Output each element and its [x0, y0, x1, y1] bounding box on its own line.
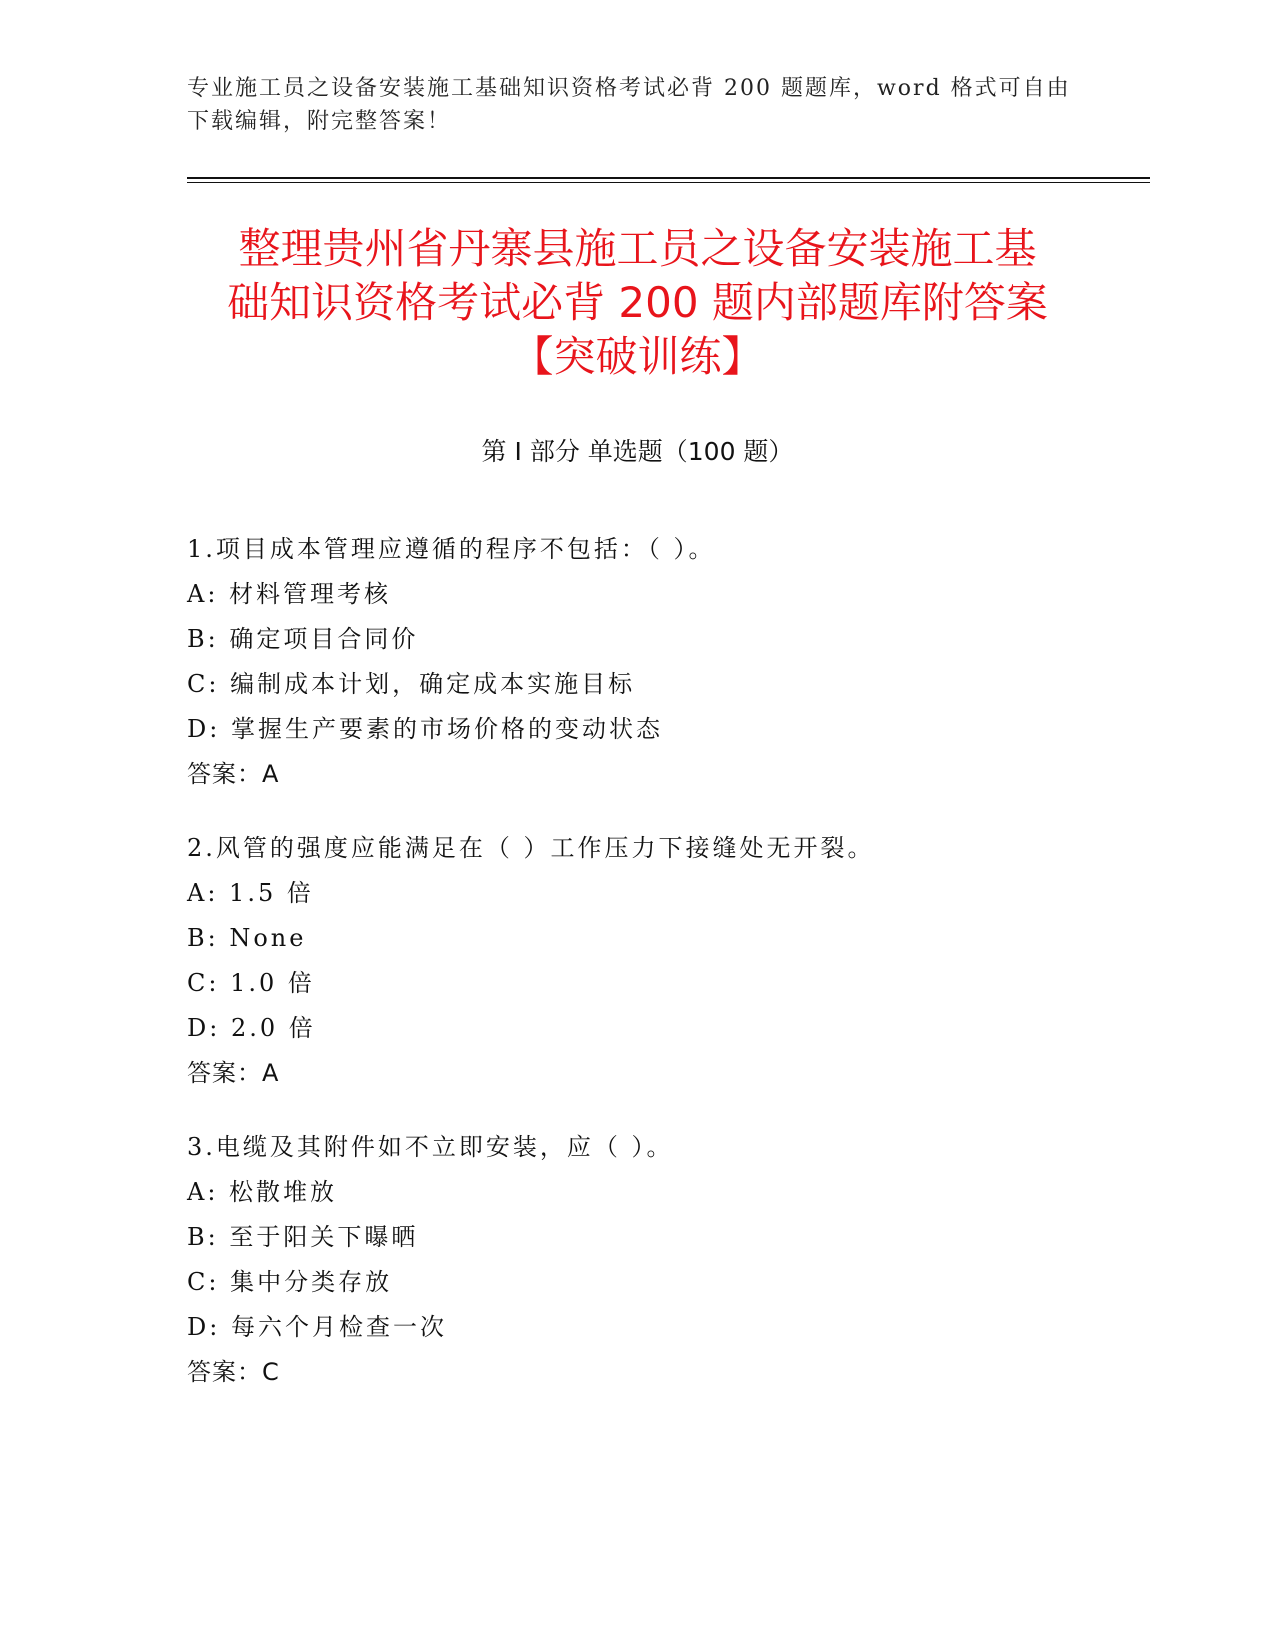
answer: 答案：A [187, 1059, 280, 1087]
document-title [150, 222, 1125, 384]
option-a: A: 1.5 倍 [187, 879, 314, 907]
question-list [187, 527, 1137, 1424]
answer: 答案：A [187, 760, 280, 788]
question-stem: 1.项目成本管理应遵循的程序不包括：（ ）。 [187, 535, 716, 563]
document-title-line-2: 础知识资格考试必背 200 题内部题库附答案 [227, 278, 1048, 327]
option-a: A: 材料管理考核 [187, 580, 392, 608]
option-d: D: 掌握生产要素的市场价格的变动状态 [187, 715, 663, 743]
option-d: D: 2.0 倍 [187, 1014, 316, 1042]
header-note-line-1: 专业施工员之设备安装施工基础知识资格考试必背 200 题题库，word 格式可自由 [187, 76, 1071, 101]
question-1 [187, 527, 1137, 797]
header-note [187, 72, 1087, 138]
header-divider-thick [187, 177, 1150, 179]
question-stem: 2.风管的强度应能满足在（ ）工作压力下接缝处无开裂。 [187, 834, 875, 862]
option-c: C: 编制成本计划，确定成本实施目标 [187, 670, 636, 698]
section-heading: 第 I 部分 单选题（100 题） [481, 437, 794, 466]
header-divider-thin [187, 182, 1150, 183]
option-b: B: 确定项目合同价 [187, 625, 419, 653]
question-stem: 3.电缆及其附件如不立即安装，应（ ）。 [187, 1133, 674, 1161]
question-2 [187, 826, 1137, 1096]
option-b: B: None [187, 924, 307, 952]
option-a: A: 松散堆放 [187, 1178, 338, 1206]
option-c: C: 集中分类存放 [187, 1268, 393, 1296]
document-title-line-1: 整理贵州省丹寨县施工员之设备安装施工基 [238, 224, 1037, 273]
document-title-line-3: 【突破训练】 [511, 332, 764, 381]
option-b: B: 至于阳关下曝晒 [187, 1223, 419, 1251]
option-c: C: 1.0 倍 [187, 969, 315, 997]
header-note-line-2: 下载编辑，附完整答案！ [187, 109, 452, 134]
question-3 [187, 1125, 1137, 1395]
option-d: D: 每六个月检查一次 [187, 1313, 447, 1341]
answer: 答案：C [187, 1358, 280, 1386]
